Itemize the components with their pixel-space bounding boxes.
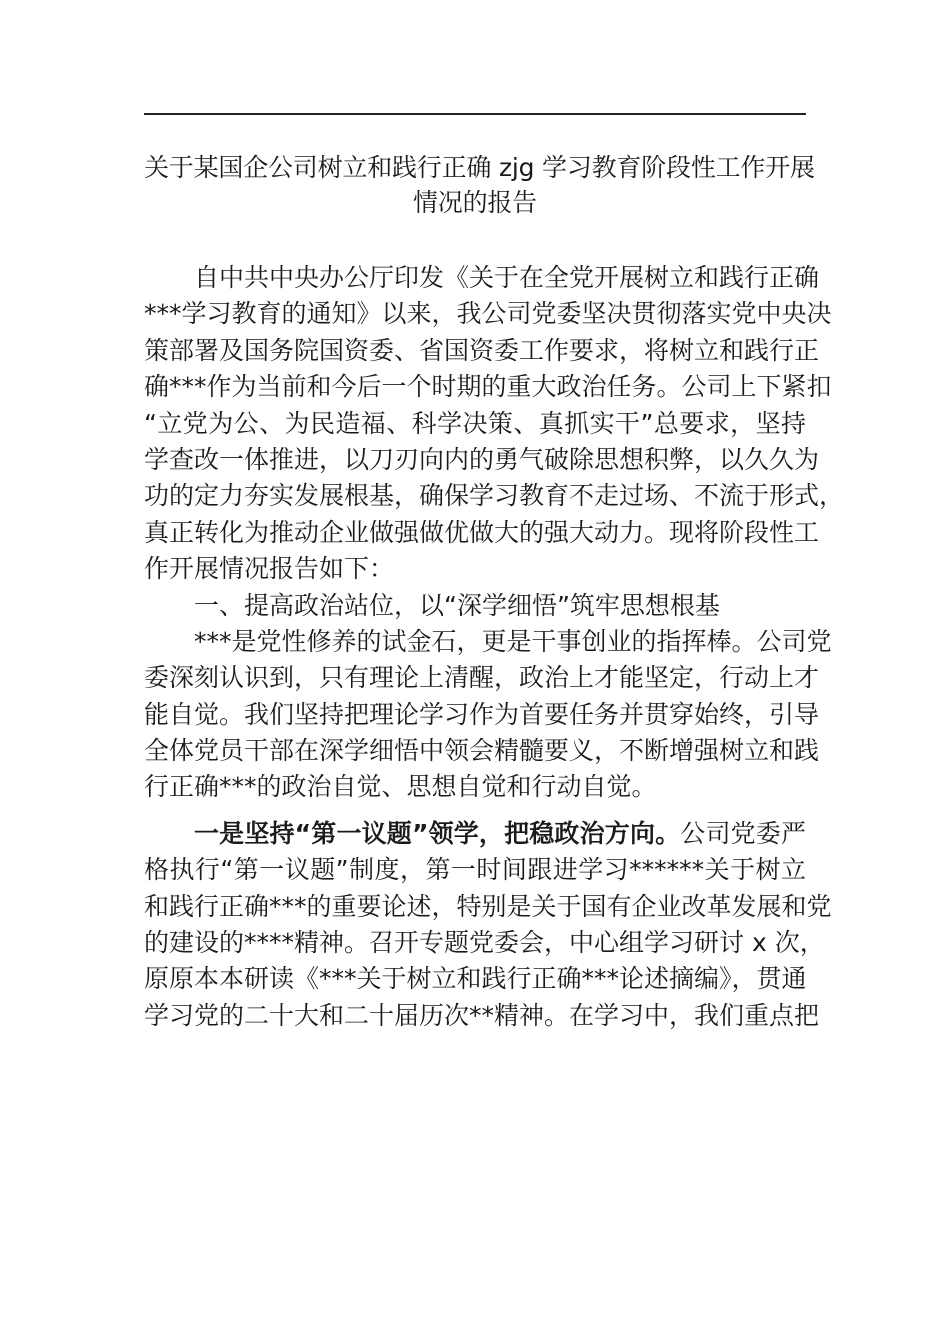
- paragraph-line: “立党为公、为民造福、科学决策、真抓实干”总要求，坚持: [144, 408, 806, 438]
- header-rule: [144, 113, 806, 115]
- point-first-line: [144, 816, 806, 852]
- title-line: 情况的报告: [412, 188, 537, 217]
- document-body: [144, 260, 845, 1034]
- paragraph-line: 学查改一体推进，以刀刃向内的勇气破除思想积弊，以久久为: [144, 444, 820, 474]
- paragraph-line: 确***作为当前和今后一个时期的重大政治任务。公司上下紧扣: [144, 372, 832, 402]
- section-heading: 一、提高政治站位，以“深学细悟”筑牢思想根基: [194, 590, 720, 620]
- title-line: 关于某国企公司树立和践行正确 zjg 学习教育阶段性工作开展: [144, 153, 815, 182]
- paragraph-line: 行正确***的政治自觉、思想自觉和行动自觉。: [144, 772, 657, 802]
- paragraph-line: 作开展情况报告如下：: [144, 554, 395, 584]
- paragraph-line: 功的定力夯实发展根基，确保学习教育不走过场、不流于形式，: [144, 481, 845, 511]
- paragraph-line: 真正转化为推动企业做强做优做大的强大动力。现将阶段性工: [144, 517, 820, 547]
- point-lead-rest: 公司党委严: [680, 818, 806, 848]
- paragraph-line: 策部署及国务院国资委、省国资委工作要求，将树立和践行正: [144, 335, 820, 365]
- point-lead: 一是坚持“第一议题”领学，把稳政治方向。: [194, 818, 681, 848]
- document-title: [144, 150, 815, 220]
- paragraph-spacer: [144, 806, 806, 816]
- paragraph-line: 原原本本研读《***关于树立和践行正确***论述摘编》，贯通: [144, 964, 807, 994]
- paragraph-line: 格执行“第一议题”制度，第一时间跟进学习******关于树立: [144, 855, 806, 885]
- paragraph-line: 和践行正确***的重要论述，特别是关于国有企业改革发展和党: [144, 891, 832, 921]
- paragraph-line: 学习党的二十大和二十届历次**精神。在学习中，我们重点把: [144, 1000, 820, 1030]
- paragraph-line: 能自觉。我们坚持把理论学习作为首要任务并贯穿始终，引导: [144, 699, 820, 729]
- paragraph-line: ***是党性修养的试金石，更是干事创业的指挥棒。公司党: [194, 626, 832, 656]
- paragraph-line: 全体党员干部在深学细悟中领会精髓要义，不断增强树立和践: [144, 736, 820, 766]
- paragraph-line: 的建设的****精神。召开专题党委会，中心组学习研讨 x 次，: [144, 928, 825, 958]
- paragraph-line: 自中共中央办公厅印发《关于在全党开展树立和践行正确: [194, 263, 820, 292]
- paragraph-line: 委深刻认识到，只有理论上清醒，政治上才能坚定，行动上才: [144, 663, 820, 693]
- paragraph-line: ***学习教育的通知》以来，我公司党委坚决贯彻落实党中央决: [144, 299, 832, 329]
